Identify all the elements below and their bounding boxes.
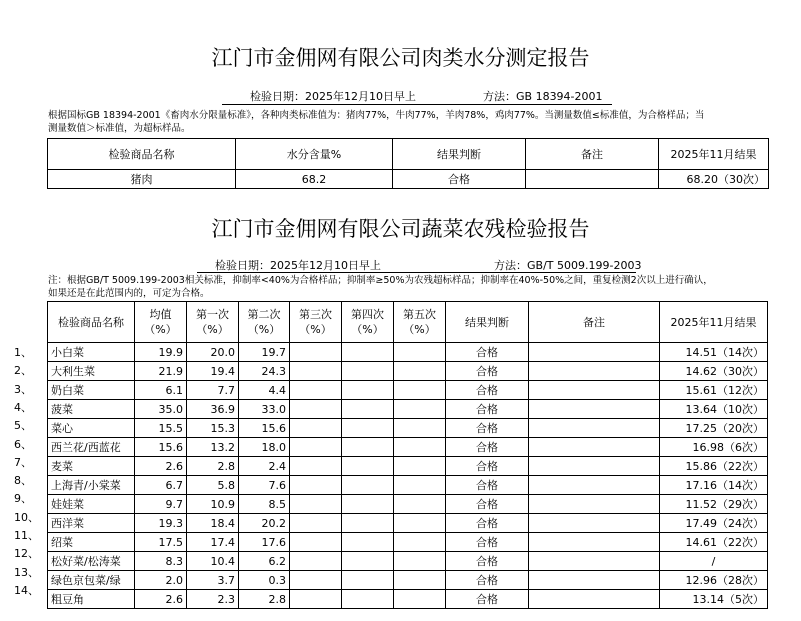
cell-nov-result: 12.96（28次）	[660, 571, 768, 590]
cell-nov-result: 15.86（22次）	[660, 457, 768, 476]
cell-remark	[529, 419, 660, 438]
cell-product-name: 奶白菜	[48, 381, 135, 400]
cell-test3	[290, 362, 342, 381]
table-header-row	[48, 302, 768, 343]
cell-product-name: 麦菜	[48, 457, 135, 476]
cell-average: 6.7	[135, 476, 187, 495]
header-test3-label: 第三次	[299, 308, 332, 321]
cell-remark	[529, 571, 660, 590]
cell-test1: 17.4	[187, 533, 239, 552]
cell-test3	[290, 419, 342, 438]
cell-nov-result: 17.25（20次）	[660, 419, 768, 438]
table-row	[48, 495, 768, 514]
cell-product-name: 松好菜/松涛菜	[48, 552, 135, 571]
cell-remark	[526, 170, 659, 189]
table-row	[48, 170, 769, 189]
report2-date: 检验日期：2025年12月10日早上	[215, 259, 381, 272]
cell-test2: 7.6	[239, 476, 290, 495]
header-remark: 备注	[526, 139, 659, 170]
report1-meta-underline	[222, 104, 612, 105]
header-product-name: 检验商品名称	[48, 302, 135, 343]
row-index: 3、	[14, 382, 32, 396]
cell-test2: 19.7	[239, 343, 290, 362]
cell-test5	[394, 514, 446, 533]
table-row	[48, 419, 768, 438]
cell-average: 19.9	[135, 343, 187, 362]
cell-test3	[290, 476, 342, 495]
cell-test2: 8.5	[239, 495, 290, 514]
header-nov-result: 2025年11月结果	[660, 302, 768, 343]
header-test3	[290, 302, 342, 343]
cell-test2: 2.8	[239, 590, 290, 609]
cell-test2: 18.0	[239, 438, 290, 457]
cell-result: 合格	[446, 419, 529, 438]
table-row	[48, 533, 768, 552]
header-remark: 备注	[529, 302, 660, 343]
report1-date: 检验日期：2025年12月10日早上	[250, 90, 416, 103]
cell-average: 2.0	[135, 571, 187, 590]
header-test1	[187, 302, 239, 343]
table-row	[48, 381, 768, 400]
cell-test4	[342, 381, 394, 400]
cell-product-name: 粗豆角	[48, 590, 135, 609]
row-index: 14、	[14, 583, 39, 597]
cell-test4	[342, 590, 394, 609]
cell-average: 15.6	[135, 438, 187, 457]
header-test4-unit: （%）	[351, 323, 384, 336]
header-average-unit: （%）	[144, 323, 177, 336]
cell-remark	[529, 495, 660, 514]
cell-nov-result: 68.20（30次）	[659, 170, 769, 189]
report1-note-line1: 根据国标GB 18394-2001《畜肉水分限量标准》，各种肉类标准值为：猪肉77%，牛肉77%，羊肉78%，鸡肉77%。当测量数值≤标准值，为合格样品；当	[48, 110, 705, 121]
cell-nov-result: 15.61（12次）	[660, 381, 768, 400]
cell-test4	[342, 495, 394, 514]
cell-test3	[290, 552, 342, 571]
cell-test1: 19.4	[187, 362, 239, 381]
cell-test2: 2.4	[239, 457, 290, 476]
report1-method: 方法：GB 18394-2001	[483, 90, 603, 103]
table-row	[48, 400, 768, 419]
cell-nov-result: /	[660, 552, 768, 571]
header-test5-unit: （%）	[403, 323, 436, 336]
cell-product-name: 菠菜	[48, 400, 135, 419]
cell-remark	[529, 457, 660, 476]
header-test3-unit: （%）	[299, 323, 332, 336]
header-test1-label: 第一次	[196, 308, 229, 321]
header-moisture: 水分含量%	[236, 139, 393, 170]
cell-average: 17.5	[135, 533, 187, 552]
cell-average: 2.6	[135, 590, 187, 609]
row-index: 4、	[14, 400, 32, 414]
cell-result: 合格	[446, 495, 529, 514]
header-result: 结果判断	[393, 139, 526, 170]
meat-moisture-table	[47, 138, 769, 189]
cell-remark	[529, 533, 660, 552]
cell-test4	[342, 533, 394, 552]
row-index: 1、	[14, 346, 32, 359]
cell-test5	[394, 552, 446, 571]
cell-test3	[290, 571, 342, 590]
cell-test1: 7.7	[187, 381, 239, 400]
cell-test5	[394, 400, 446, 419]
cell-result: 合格	[446, 571, 529, 590]
cell-nov-result: 13.64（10次）	[660, 400, 768, 419]
cell-test1: 2.3	[187, 590, 239, 609]
cell-test4	[342, 571, 394, 590]
row-index: 10、	[14, 510, 39, 524]
row-index: 12、	[14, 547, 39, 561]
header-test2-label: 第二次	[247, 308, 281, 321]
cell-product-name: 西兰花/西蓝花	[48, 438, 135, 457]
cell-remark	[529, 514, 660, 533]
cell-test1: 10.4	[187, 552, 239, 571]
row-index: 11、	[14, 529, 39, 542]
report1-title: 江门市金佣网有限公司肉类水分测定报告	[211, 46, 590, 70]
cell-test2: 20.2	[239, 514, 290, 533]
cell-remark	[529, 343, 660, 362]
cell-test1: 10.9	[187, 495, 239, 514]
cell-test2: 0.3	[239, 571, 290, 590]
cell-test5	[394, 343, 446, 362]
cell-test1: 18.4	[187, 514, 239, 533]
cell-result: 合格	[393, 170, 526, 189]
cell-test3	[290, 343, 342, 362]
vegetable-pesticide-table	[47, 301, 768, 609]
cell-result: 合格	[446, 381, 529, 400]
cell-nov-result: 16.98（6次）	[660, 438, 768, 457]
cell-test2: 17.6	[239, 533, 290, 552]
cell-product-name: 绿色京包菜/绿	[48, 571, 135, 590]
cell-nov-result: 11.52（29次）	[660, 495, 768, 514]
cell-nov-result: 14.61（22次）	[660, 533, 768, 552]
cell-nov-result: 14.62（30次）	[660, 362, 768, 381]
cell-test3	[290, 438, 342, 457]
table-row	[48, 476, 768, 495]
report2-method: 方法：GB/T 5009.199-2003	[494, 259, 642, 272]
cell-remark	[529, 400, 660, 419]
cell-result: 合格	[446, 590, 529, 609]
cell-nov-result: 13.14（5次）	[660, 590, 768, 609]
header-test2-unit: （%）	[247, 323, 281, 336]
cell-test3	[290, 381, 342, 400]
cell-average: 2.6	[135, 457, 187, 476]
cell-average: 6.1	[135, 381, 187, 400]
cell-result: 合格	[446, 476, 529, 495]
table-row	[48, 362, 768, 381]
cell-average: 35.0	[135, 400, 187, 419]
cell-product-name: 娃娃菜	[48, 495, 135, 514]
cell-test2: 4.4	[239, 381, 290, 400]
cell-test4	[342, 552, 394, 571]
report2-meta-underline	[197, 272, 636, 273]
cell-remark	[529, 362, 660, 381]
cell-test5	[394, 362, 446, 381]
row-index: 2、	[14, 364, 32, 378]
cell-test1: 13.2	[187, 438, 239, 457]
table-row	[48, 571, 768, 590]
cell-result: 合格	[446, 438, 529, 457]
header-nov-result: 2025年11月结果	[659, 139, 769, 170]
cell-result: 合格	[446, 362, 529, 381]
cell-product-name: 小白菜	[48, 343, 135, 362]
header-test1-unit: （%）	[196, 323, 229, 336]
cell-test5	[394, 495, 446, 514]
cell-result: 合格	[446, 514, 529, 533]
report2-note-line1: 注：根据GB/T 5009.199-2003相关标准，抑制率<40%为合格样品；抑制率≥50%为农残超标样品；抑制率在40%-50%之间，重复检测2次以上进行确认，	[48, 275, 713, 286]
cell-test5	[394, 590, 446, 609]
header-test2	[239, 302, 290, 343]
cell-test3	[290, 590, 342, 609]
cell-test2: 33.0	[239, 400, 290, 419]
cell-test4	[342, 476, 394, 495]
report2-note-line2: 如果还是在此范围内的，可定为合格。	[48, 288, 210, 299]
cell-test5	[394, 419, 446, 438]
report2-title: 江门市金佣网有限公司蔬菜农残检验报告	[211, 217, 590, 241]
table-row	[48, 590, 768, 609]
report1-note-line2: 测量数值＞标准值，为超标样品。	[48, 123, 191, 134]
cell-test2: 15.6	[239, 419, 290, 438]
cell-test3	[290, 400, 342, 419]
cell-test4	[342, 362, 394, 381]
cell-remark	[529, 552, 660, 571]
cell-test4	[342, 343, 394, 362]
cell-test4	[342, 419, 394, 438]
cell-product-name: 西洋菜	[48, 514, 135, 533]
cell-result: 合格	[446, 533, 529, 552]
cell-nov-result: 17.16（14次）	[660, 476, 768, 495]
cell-average: 9.7	[135, 495, 187, 514]
cell-test5	[394, 381, 446, 400]
header-test5-label: 第五次	[403, 308, 436, 321]
cell-result: 合格	[446, 400, 529, 419]
cell-test3	[290, 533, 342, 552]
cell-test1: 20.0	[187, 343, 239, 362]
cell-result: 合格	[446, 343, 529, 362]
cell-result: 合格	[446, 552, 529, 571]
cell-test5	[394, 438, 446, 457]
row-index: 7、	[14, 455, 32, 469]
cell-test3	[290, 457, 342, 476]
cell-remark	[529, 590, 660, 609]
cell-average: 15.5	[135, 419, 187, 438]
cell-test1: 5.8	[187, 476, 239, 495]
cell-test4	[342, 514, 394, 533]
cell-average: 21.9	[135, 362, 187, 381]
row-index: 8、	[14, 474, 32, 488]
cell-nov-result: 14.51（14次）	[660, 343, 768, 362]
row-index: 6、	[14, 437, 32, 451]
header-result: 结果判断	[446, 302, 529, 343]
cell-test2: 6.2	[239, 552, 290, 571]
cell-product-name: 大利生菜	[48, 362, 135, 381]
cell-test1: 15.3	[187, 419, 239, 438]
cell-test3	[290, 514, 342, 533]
cell-test5	[394, 571, 446, 590]
cell-test2: 24.3	[239, 362, 290, 381]
cell-product-name: 绍菜	[48, 533, 135, 552]
cell-test1: 36.9	[187, 400, 239, 419]
table-row	[48, 457, 768, 476]
cell-product-name: 菜心	[48, 419, 135, 438]
table-row	[48, 514, 768, 533]
cell-average: 8.3	[135, 552, 187, 571]
cell-test3	[290, 495, 342, 514]
cell-test1: 3.7	[187, 571, 239, 590]
header-test4	[342, 302, 394, 343]
cell-test4	[342, 400, 394, 419]
cell-average: 19.3	[135, 514, 187, 533]
cell-result: 合格	[446, 457, 529, 476]
cell-remark	[529, 476, 660, 495]
cell-test4	[342, 457, 394, 476]
table-row	[48, 343, 768, 362]
header-test5	[394, 302, 446, 343]
table-row	[48, 552, 768, 571]
table-header-row	[48, 139, 769, 170]
row-index: 5、	[14, 419, 32, 433]
cell-test5	[394, 533, 446, 552]
header-average	[135, 302, 187, 343]
cell-test1: 2.8	[187, 457, 239, 476]
cell-test5	[394, 457, 446, 476]
cell-product-name: 上海青/小棠菜	[48, 476, 135, 495]
header-product-name: 检验商品名称	[48, 139, 236, 170]
cell-moisture: 68.2	[236, 170, 393, 189]
cell-test5	[394, 476, 446, 495]
table-row	[48, 438, 768, 457]
header-test4-label: 第四次	[351, 308, 384, 321]
cell-test4	[342, 438, 394, 457]
row-index: 13、	[14, 565, 39, 579]
cell-product-name: 猪肉	[48, 170, 236, 189]
cell-remark	[529, 438, 660, 457]
row-index: 9、	[14, 492, 32, 506]
header-average-label: 均值	[149, 308, 172, 321]
cell-remark	[529, 381, 660, 400]
cell-nov-result: 17.49（24次）	[660, 514, 768, 533]
